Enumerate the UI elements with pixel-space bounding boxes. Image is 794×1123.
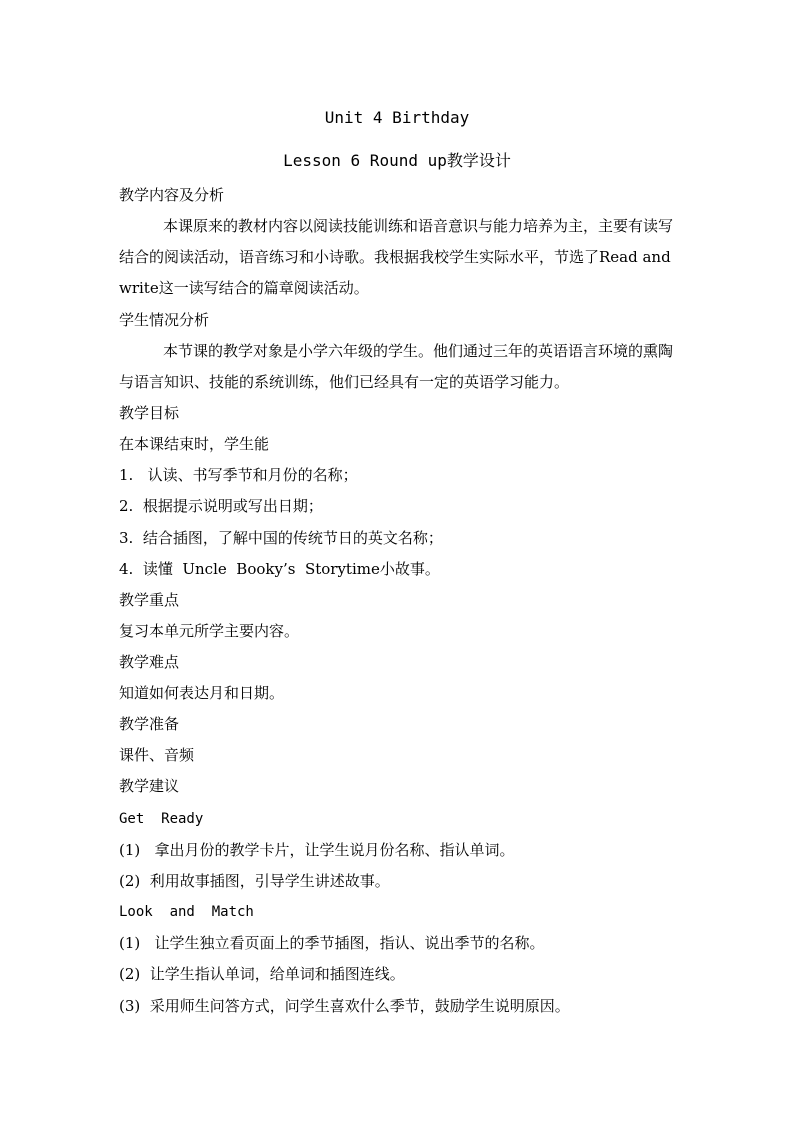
section-heading-goals: 教学目标 (119, 404, 180, 422)
difficulties-text: 知道如何表达月和日期。 (119, 684, 285, 702)
section-heading-suggestions: 教学建议 (119, 777, 180, 795)
section-heading-students: 学生情况分析 (119, 311, 210, 329)
goal-item-2: 2. 根据提示说明或写出日期； (119, 497, 323, 515)
get-ready-item-1: (1) 拿出月份的教学卡片，让学生说月份名称、指认单词。 (119, 841, 515, 859)
get-ready-item-2: (2) 利用故事插图，引导学生讲述故事。 (119, 872, 390, 890)
key-points-text: 复习本单元所学主要内容。 (119, 622, 300, 640)
section-heading-preparation: 教学准备 (119, 715, 180, 733)
goal-item-4: 4. 读懂 Uncle Booky’s Storytime小故事。 (119, 560, 440, 578)
goal-intro: 在本课结束时，学生能 (119, 435, 270, 453)
look-match-item-3: (3) 采用师生问答方式，问学生喜欢什么季节，鼓励学生说明原因。 (119, 997, 570, 1015)
preparation-text: 课件、音频 (119, 746, 195, 764)
content-paragraph-text: 本课原来的教材内容以阅读技能训练和语音意识与能力培养为主，主要有读写结合的阅读活动，语音练习和小诗歌。我根据我校学生实际水平，节选了Read and write这一读写结合的篇章阅读活动。 (119, 217, 674, 297)
get-ready-heading: Get Ready (119, 811, 204, 827)
document-title: Unit 4 Birthday (324, 108, 470, 127)
goal-item-1: 1. 认读、书写季节和月份的名称； (119, 466, 358, 484)
section-heading-difficulties: 教学难点 (119, 653, 180, 671)
look-and-match-heading: Look and Match (119, 904, 254, 920)
section-heading-content: 教学内容及分析 (119, 186, 225, 204)
student-paragraph (119, 336, 679, 398)
student-paragraph-text: 本节课的教学对象是小学六年级的学生。他们通过三年的英语语言环境的熏陶与语言知识、技能的系统训练，他们已经具有一定的英语学习能力。 (119, 342, 674, 391)
look-match-item-1: (1) 让学生独立看页面上的季节插图，指认、说出季节的名称。 (119, 934, 545, 952)
content-paragraph (119, 211, 679, 304)
document-subtitle: Lesson 6 Round up教学设计 (283, 151, 511, 170)
look-match-item-2: (2) 让学生指认单词，给单词和插图连线。 (119, 965, 405, 983)
goal-item-3: 3. 结合插图，了解中国的传统节日的英文名称； (119, 529, 443, 547)
section-heading-key-points: 教学重点 (119, 591, 180, 609)
